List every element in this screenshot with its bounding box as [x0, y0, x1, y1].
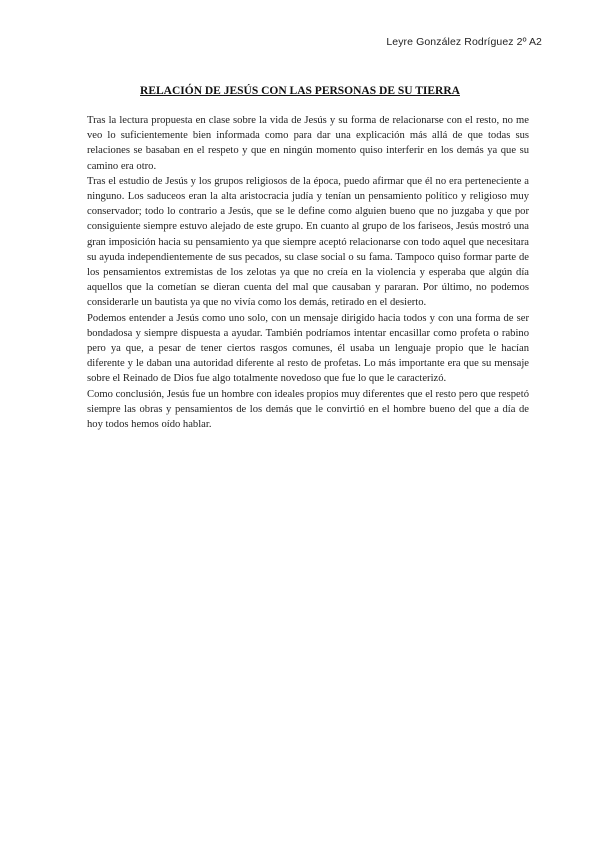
document-body	[87, 113, 529, 432]
paragraph-4: Como conclusión, Jesús fue un hombre con ideales propios muy diferentes que el resto pero que respetó siempre las obras y pensamientos de los demás que le convirtió en el hombre bueno del que a día de hoy todos hemos oído hablar.	[87, 388, 529, 431]
paragraph-3: Podemos entender a Jesús como uno solo, con un mensaje dirigido hacia todos y con una forma de ser bondadosa y siempre dispuesta a ayudar. También podríamos intentar encasillar como profeta o rabino pero ya que, a pesar de tener ciertos rasgos comunes, él usaba un lenguaje propio que le hacían diferente y le daban una autoridad diferente al resto de profetas. Lo más importante era que su mensaje sobre el Reinado de Dios fue algo totalmente novedoso que fue lo que le caracterizó.	[87, 312, 529, 385]
paragraph-1: Tras la lectura propuesta en clase sobre la vida de Jesús y su forma de relacionarse con el resto, no me veo lo suficientemente bien informada como para dar una explicación más allá de que todas sus relaciones se basaban en el respeto y que en ningún momento quiso interferir en los demás ya que su camino era otro.	[87, 115, 529, 172]
paragraph-2: Tras el estudio de Jesús y los grupos religiosos de la época, puedo afirmar que él no era perteneciente a ninguno. Los saduceos eran la alta aristocracia judía y tenían un pensamiento político y religioso muy conservador; todo lo contrario a Jesús, que se le define como alguien bueno que no juzgaba y que por consiguiente siempre estuvo alejado de este grupo. En cuanto al grupo de los fariseos, Jesús mostró una gran imposición hacia su pensamiento ya que siempre aceptó relacionarse con todo aquel que necesitara su ayuda independientemente de sus pecados, su clase social o su fama. Tampoco quiso formar parte de los pensamientos extremistas de los zelotas ya que no creía en la violencia y esperaba que algún día aquellos que la cometían se dieran cuenta del mal que causaban y pararan. Por último, no podemos considerarle un bautista ya que no vivía como los demás, retirado en el desierto.	[87, 175, 529, 309]
author-header: Leyre González Rodríguez 2º A2	[386, 36, 542, 48]
document-title: RELACIÓN DE JESÚS CON LAS PERSONAS DE SU TIERRA	[140, 85, 460, 97]
